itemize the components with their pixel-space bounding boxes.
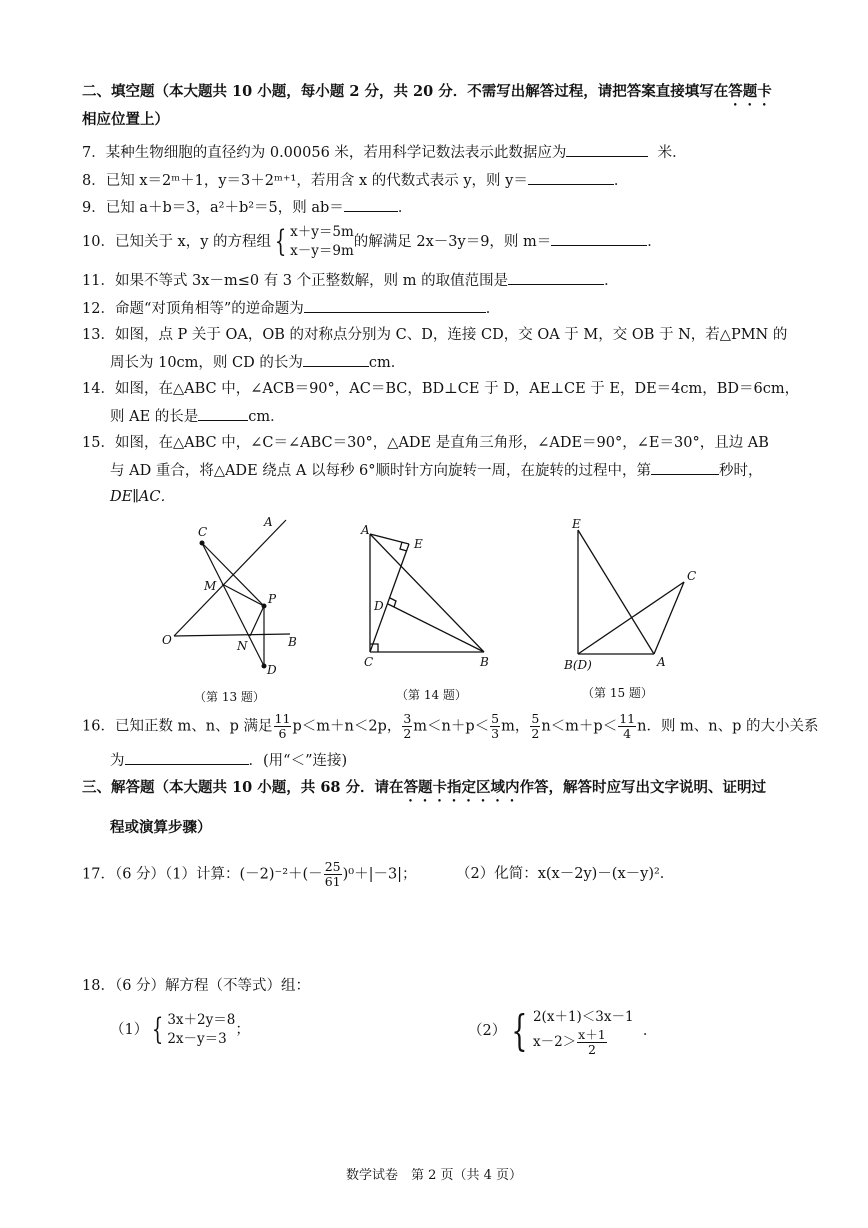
section-2-title-emphasis: 答题卡 — [728, 83, 772, 100]
q17-number: 17． — [82, 866, 115, 883]
q15-line2a: 与 AD 重合，将△ADE 绕点 A 以每秒 6°顺时针方向旋转一周，在旋转的过程中，第 — [110, 463, 652, 479]
fig14-label-e: E — [414, 537, 423, 551]
section-3-title-emphasis: 答题卡指定区域内 — [403, 779, 520, 796]
section-3-title-end: 程或演算步骤） — [110, 819, 212, 836]
q14-number: 14． — [82, 381, 115, 397]
fig15-label-c: C — [687, 569, 697, 583]
q16-frac-5: $\frac{11}{4}$ — [619, 711, 636, 741]
fig14-line-ce — [370, 544, 409, 652]
q18-part1-system: { 3x＋2y＝8 2x－y＝3 — [152, 1012, 236, 1047]
q18-part1-label: （1） — [110, 1022, 149, 1038]
fig15-label-a: A — [657, 655, 666, 669]
question-7 — [82, 142, 687, 163]
q12-answer-blank[interactable] — [304, 298, 486, 313]
fig15-side-bc — [578, 582, 684, 654]
fig14-caption: （第 14 题） — [396, 688, 467, 702]
q9-answer-blank[interactable] — [344, 197, 398, 212]
fig15-label-bd: B(D) — [564, 658, 592, 672]
q12-end: ． — [485, 301, 501, 317]
q16-line2a: 为 — [110, 753, 125, 769]
section-3-heading-cont — [110, 818, 212, 838]
q7-text: 某种生物细胞的直径约为 0.00056 米，若用科学记数法表示此数据应为 — [105, 145, 567, 161]
question-17 — [82, 860, 417, 889]
fig13-label-n: N — [237, 639, 248, 653]
q17-part2: （2）化简：x(x－2y)－(x－y)²． — [456, 866, 675, 882]
q16-frac-3: $\frac{5}{3}$ — [491, 711, 500, 741]
q18-part2-eq2: x－2＞ — [532, 1033, 577, 1050]
question-18-part1 — [110, 1010, 250, 1050]
q7-unit: 米． — [657, 145, 687, 161]
q10-pre: 已知关于 x，y 的方程组 — [114, 234, 272, 250]
fig14-segment-ae — [370, 534, 409, 544]
q11-number: 11． — [82, 273, 115, 289]
q13-line1: 如图，点 P 关于 OA，OB 的对称点分别为 C、D，连接 CD，交 OA 于 M，交 OB 于 N，若△PMN 的 — [114, 327, 788, 343]
q17-frac: $\frac{25}{61}$ — [324, 859, 341, 889]
q9-end: ． — [397, 200, 413, 216]
q10-number: 10． — [82, 234, 115, 250]
question-16-cont — [110, 750, 347, 771]
q16-text-2: p＜m＋n＜2p， — [292, 718, 402, 735]
question-15 — [82, 433, 769, 453]
fig13-label-p: P — [268, 592, 277, 606]
q7-number: 7． — [82, 145, 106, 161]
fig13-point-p — [262, 604, 267, 609]
section-3-title-b: 作答，解答时应写出文字说明、证明过 — [519, 779, 767, 796]
q15-answer-blank[interactable] — [651, 460, 719, 475]
q14-line2a: 则 AE 的长是 — [110, 409, 199, 425]
fig13-label-d: D — [267, 663, 277, 677]
question-13-cont — [110, 352, 405, 373]
fig13-segment-np — [250, 606, 264, 636]
q12-number: 12． — [82, 301, 115, 317]
question-16 — [82, 712, 819, 741]
q18-part1-eq2: 2x－y＝3 — [167, 1031, 227, 1047]
question-11 — [82, 270, 619, 291]
fig14-label-b: B — [480, 655, 489, 669]
fig15-side-ea — [578, 530, 654, 654]
question-15-cont2 — [110, 487, 175, 507]
question-13 — [82, 325, 787, 345]
q18-part1-eq1: 3x＋2y＝8 — [167, 1012, 236, 1028]
figure-13 — [160, 512, 310, 680]
q14-line2b: cm． — [248, 409, 285, 425]
question-17-part2 — [456, 864, 674, 884]
question-9 — [82, 197, 412, 218]
q16-text-5: n＜m＋p＜ — [541, 718, 618, 735]
fig13-point-c — [200, 541, 205, 546]
fig13-segment-cd — [202, 543, 264, 666]
q16-text-4: m， — [501, 718, 530, 735]
fig14-side-ab — [370, 534, 484, 652]
fig13-label-b: B — [288, 635, 297, 649]
question-14-cont — [110, 406, 285, 427]
fig13-caption: （第 13 题） — [194, 690, 265, 704]
q18-number: 18． — [82, 978, 115, 994]
q18-part2-eq1: 2(x＋1)＜3x－1 — [532, 1008, 634, 1025]
q16-text-1: 已知正数 m、n、p 满足 — [114, 718, 273, 735]
q8-end: ． — [613, 173, 629, 189]
page-footer: 数学试卷 第 2 页（共 4 页） — [345, 1168, 523, 1183]
q17-part1-b: )⁰＋|－3|； — [342, 866, 417, 883]
q9-number: 9． — [82, 200, 106, 216]
fig15-label-e: E — [572, 517, 581, 531]
question-12 — [82, 298, 500, 319]
section-2-heading-cont — [82, 110, 169, 130]
q10-end: ． — [647, 234, 662, 250]
q7-answer-blank[interactable] — [566, 142, 648, 157]
q10-system: { x＋y＝5m x－y＝9m — [274, 224, 354, 259]
section-3-title-a: 三、解答题（本大题共 10 小题，共 68 分．请在 — [82, 779, 404, 796]
figure-15 — [560, 514, 710, 674]
question-10 — [82, 222, 662, 262]
q18-part2-label: （2） — [468, 1023, 507, 1039]
q16-answer-blank[interactable] — [125, 750, 249, 765]
q15-number: 15． — [82, 435, 115, 451]
question-8 — [82, 170, 628, 191]
q16-text-6: n．则 m、n、p 的大小关系 — [637, 718, 819, 735]
q10-eq1: x＋y＝5m — [290, 224, 354, 240]
figure-14 — [356, 520, 496, 670]
question-15-cont — [110, 460, 763, 481]
fig13-label-a: A — [264, 515, 273, 529]
section-2-title-end: 相应位置上） — [82, 111, 169, 128]
q16-line2b: ．(用“＜”连接) — [248, 753, 348, 769]
fig15-caption: （第 15 题） — [582, 686, 653, 700]
q16-frac-1: $\frac{11}{6}$ — [274, 711, 291, 741]
q14-line1: 如图，在△ABC 中，∠ACB＝90°，AC＝BC，BD⊥CE 于 D，AE⊥CE 于 E，DE＝4cm，BD＝6cm， — [114, 381, 800, 397]
q15-line3: DE∥AC． — [110, 489, 175, 505]
q10-post: 的解满足 2x－3y＝9，则 m＝ — [353, 234, 552, 250]
question-18 — [82, 976, 310, 996]
q18-part2-system: { 2(x＋1)＜3x－1 x－2＞ $\frac{x+1}{2}$ — [511, 1006, 634, 1057]
q18-part2-end: ． — [642, 1023, 658, 1039]
section-2-title: 二、填空题（本大题共 10 小题，每小题 2 分，共 20 分．不需写出解答过程，请把答案直接填写在 — [82, 83, 729, 100]
fig13-label-o: O — [162, 633, 172, 647]
q11-text: 如果不等式 3x－m≤0 有 3 个正整数解，则 m 的取值范围是 — [114, 273, 509, 289]
fig13-point-d — [262, 664, 267, 669]
q18-part2-frac: $\frac{x+1}{2}$ — [578, 1026, 606, 1057]
q18-text: （6 分）解方程（不等式）组： — [114, 978, 311, 994]
q11-answer-blank[interactable] — [508, 270, 604, 285]
fig14-label-a: A — [361, 523, 370, 537]
q16-text-3: m＜n＋p＜ — [413, 718, 490, 735]
q16-frac-2: $\frac{3}{2}$ — [403, 711, 412, 741]
fig13-ray-oa — [174, 520, 286, 636]
fig14-label-d: D — [374, 599, 384, 613]
q14-answer-blank[interactable] — [198, 406, 248, 421]
q16-number: 16． — [82, 718, 115, 735]
q8-answer-blank[interactable] — [528, 170, 614, 185]
section-2-heading — [82, 82, 772, 109]
q13-answer-blank[interactable] — [303, 352, 369, 367]
q15-line1: 如图，在△ABC 中，∠C＝∠ABC＝30°，△ADE 是直角三角形，∠ADE＝90°，∠E＝30°，且边 AB — [114, 435, 769, 451]
fig13-label-m: M — [204, 579, 217, 593]
fig13-label-c: C — [198, 525, 208, 539]
fig14-segment-bd — [388, 604, 484, 652]
q13-line2b: cm． — [368, 355, 406, 371]
q16-frac-4: $\frac{5}{2}$ — [531, 711, 540, 741]
q11-end: ． — [604, 273, 619, 289]
question-18-part2 — [468, 1004, 657, 1058]
q10-eq2: x－y＝9m — [290, 243, 354, 259]
q10-answer-blank[interactable] — [551, 231, 647, 246]
q15-line2b: 秒时， — [719, 463, 763, 479]
q12-text: 命题“对顶角相等”的逆命题为 — [114, 301, 304, 317]
q18-part1-end: ； — [235, 1022, 250, 1038]
q9-text: 已知 a＋b＝3，a²＋b²＝5，则 ab＝ — [105, 200, 344, 216]
q8-number: 8． — [82, 173, 106, 189]
question-14 — [82, 379, 799, 399]
section-3-heading — [82, 778, 766, 805]
q13-number: 13． — [82, 327, 115, 343]
q17-part1-a: （6 分）（1）计算：(－2)⁻²＋(－ — [114, 866, 323, 883]
fig13-ray-ob — [174, 634, 290, 636]
fig14-label-c: C — [364, 655, 374, 669]
q8-text: 已知 x＝2ᵐ＋1，y＝3＋2ᵐ⁺¹，若用含 x 的代数式表示 y，则 y＝ — [105, 173, 528, 189]
q13-line2a: 周长为 10cm，则 CD 的长为 — [110, 355, 303, 371]
